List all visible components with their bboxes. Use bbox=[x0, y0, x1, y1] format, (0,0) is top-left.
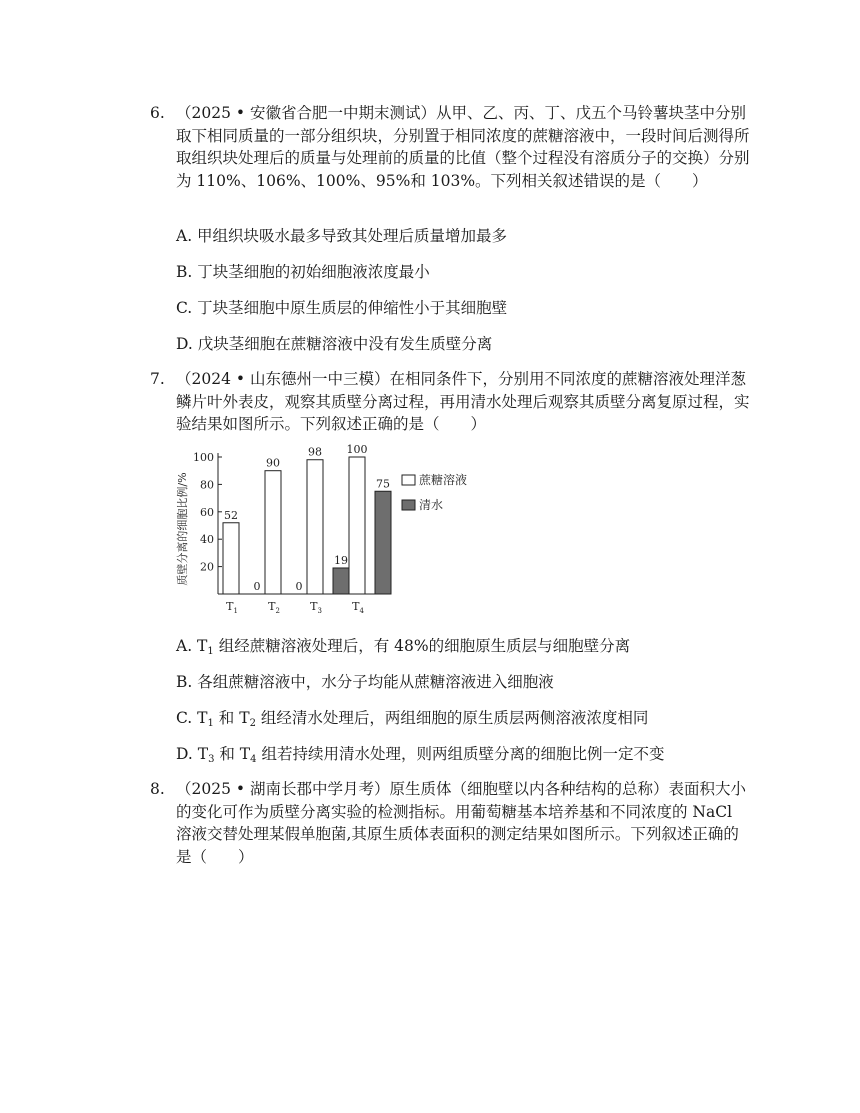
bar bbox=[333, 568, 349, 594]
data-label: 100 bbox=[346, 444, 368, 456]
y-tick-label: 100 bbox=[193, 451, 214, 464]
question-number: 8. bbox=[150, 780, 165, 798]
category-label: $T_4$ bbox=[352, 600, 364, 615]
legend-swatch bbox=[402, 475, 415, 485]
chart-legend bbox=[402, 472, 467, 512]
option-d: D. $T_3$ 和 $T_4$ 组若持续用清水处理，则两组质壁分离的细胞比例一定不变 bbox=[176, 745, 665, 765]
y-tick-label: 60 bbox=[200, 505, 214, 519]
bar bbox=[349, 457, 365, 594]
option-c: C. $T_1$ 和 $T_2$ 组经清水处理后，两组细胞的原生质层两侧溶液浓度相同 bbox=[176, 709, 649, 729]
legend-label: 清水 bbox=[419, 498, 444, 512]
question-stem: （2025 • 湖南长郡中学月考）原生质体（细胞壁以内各种结构的总称）表面积大小的变化可作为质壁分离实验的检测指标。用葡萄糖基本培养基和不同浓度的 NaCl 溶液交替处理某假单胞菌,其原生质体表面积的测定结果如图所示。下列叙述正确的是（ ） bbox=[176, 780, 746, 866]
data-label: 0 bbox=[253, 580, 261, 593]
bar bbox=[307, 460, 323, 594]
category-label: $T_1$ bbox=[226, 600, 238, 615]
data-label: 19 bbox=[334, 553, 348, 567]
legend-swatch bbox=[402, 500, 415, 510]
y-tick-label: 20 bbox=[200, 560, 214, 574]
question-number: 6. bbox=[150, 104, 165, 122]
data-label: 75 bbox=[376, 477, 390, 491]
question-number: 7. bbox=[150, 370, 165, 388]
option-b: B. 各组蔗糖溶液中，水分子均能从蔗糖溶液进入细胞液 bbox=[176, 673, 554, 691]
bar bbox=[265, 471, 281, 594]
question-stem: （2024 • 山东德州一中三模）在相同条件下，分别用不同浓度的蔗糖溶液处理洋葱鳞片叶外表皮，观察其质壁分离过程，再用清水处理后观察其质壁分离复原过程，实验结果如图所示。下列叙述正确的是（ ） bbox=[176, 370, 750, 433]
option-d: D. 戊块茎细胞在蔗糖溶液中没有发生质壁分离 bbox=[176, 335, 493, 353]
question-7 bbox=[150, 368, 750, 436]
bar bbox=[375, 491, 391, 594]
y-axis-label: 质壁分离的细胞比例/% bbox=[176, 472, 189, 586]
y-tick-label: 80 bbox=[200, 478, 214, 492]
bar-chart bbox=[172, 444, 492, 622]
data-label: 98 bbox=[308, 445, 322, 459]
legend-label: 蔗糖溶液 bbox=[419, 473, 468, 487]
question-stem: （2025 • 安徽省合肥一中期末测试）从甲、乙、丙、丁、戊五个马铃薯块茎中分别取下相同质量的一部分组织块，分别置于相同浓度的蔗糖溶液中，一段时间后测得所取组织块处理后的质量与处理前的质量的比值（整个过程没有溶质分子的交换）分别为 110%、106%、100%、95%和 103%。下列相关叙述错误的是（ ） bbox=[176, 104, 750, 190]
option-a: A. 甲组织块吸水最多导致其处理后质量增加最多 bbox=[176, 227, 508, 245]
y-tick-label: 40 bbox=[200, 533, 214, 547]
data-label: 90 bbox=[266, 456, 280, 470]
option-a: A. $T_1$ 组经蔗糖溶液处理后，有 48%的细胞原生质层与细胞壁分离 bbox=[176, 637, 631, 657]
bar bbox=[223, 523, 239, 594]
category-label: $T_3$ bbox=[310, 600, 322, 615]
option-b: B. 丁块茎细胞的初始细胞液浓度最小 bbox=[176, 263, 430, 281]
data-label: 0 bbox=[295, 580, 303, 593]
question-8 bbox=[150, 778, 750, 868]
chart-bars bbox=[223, 444, 391, 594]
question-6 bbox=[150, 102, 750, 192]
category-label: $T_2$ bbox=[268, 600, 280, 615]
option-c: C. 丁块茎细胞中原生质层的伸缩性小于其细胞壁 bbox=[176, 299, 508, 317]
data-label: 52 bbox=[224, 508, 238, 522]
